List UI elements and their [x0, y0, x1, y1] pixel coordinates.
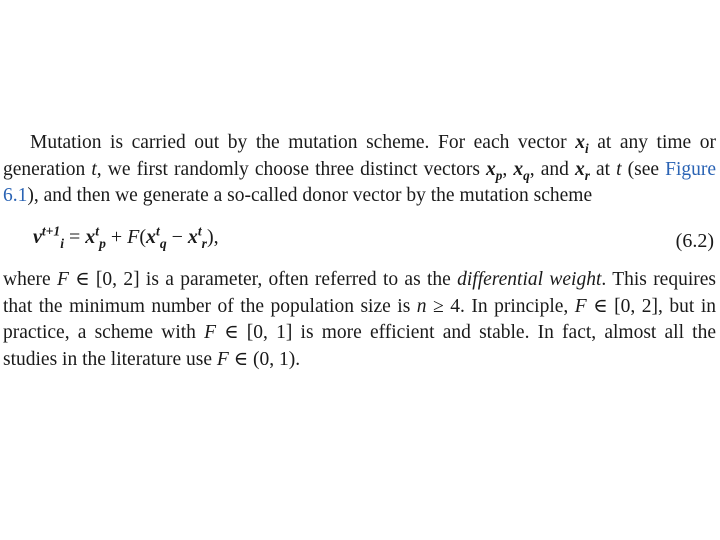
text-run: at any time or generation	[3, 132, 716, 180]
variable-F: F	[216, 348, 229, 370]
vector-x-r: $x_r$	[574, 158, 590, 183]
weight-F: F	[127, 226, 140, 248]
variable-t: t	[91, 158, 97, 180]
figure-6-1-link[interactable]: Figure 6.1	[3, 158, 717, 206]
text-run: , we first randomly choose three distinct vectors	[96, 158, 487, 180]
donor-vector: $v^{t+1}_i$	[33, 223, 64, 251]
weight-paragraph: where F ∈ [0, 2] is a parameter, often referred to as the differential weight. This requires that the minimum number of the population size is n ≥ 4. In principle, F ∈ [0, 2], but in practice, a scheme with F ∈ [0, 1] is more efficient and stable. In fact, almost all the studies in the literature use F ∈ (0, 1).	[3, 269, 716, 370]
term-x-q: $x^t_q$	[146, 223, 167, 251]
equation-number: (6.2)	[675, 230, 714, 252]
variable-F: F	[204, 322, 217, 343]
variable-F: F	[56, 269, 69, 290]
equation-6-2	[0, 218, 720, 262]
term-x-r: $x^t_r$	[187, 223, 207, 251]
equation-body: $v^{t+1}_i = x^t_p + F(x^t_q - x^t_r)$,	[33, 223, 219, 251]
mutation-paragraph: Mutation is carried out by the mutation scheme. For each vector $x_i$ at any time or generation t, we first randomly choose three distinct vectors $x_p$, $x_q$, and $x_r$ at t (see Figure 6.1), and then we generate a so-called donor vector by the mutation scheme	[3, 132, 717, 206]
vector-x-q: $x_q$	[513, 158, 530, 183]
variable-n: n	[416, 295, 427, 317]
vector-x-p: $x_p$	[486, 158, 503, 183]
term-x-p: $x^t_p$	[85, 223, 106, 251]
variable-F: F	[574, 295, 587, 317]
variable-t: t	[616, 158, 622, 180]
text-run: Mutation is carried out by the mutation scheme. For each vector	[30, 132, 576, 153]
vector-x-i: $x_i$	[575, 132, 589, 156]
emphasis-differential-weight: differential weight	[457, 269, 602, 290]
